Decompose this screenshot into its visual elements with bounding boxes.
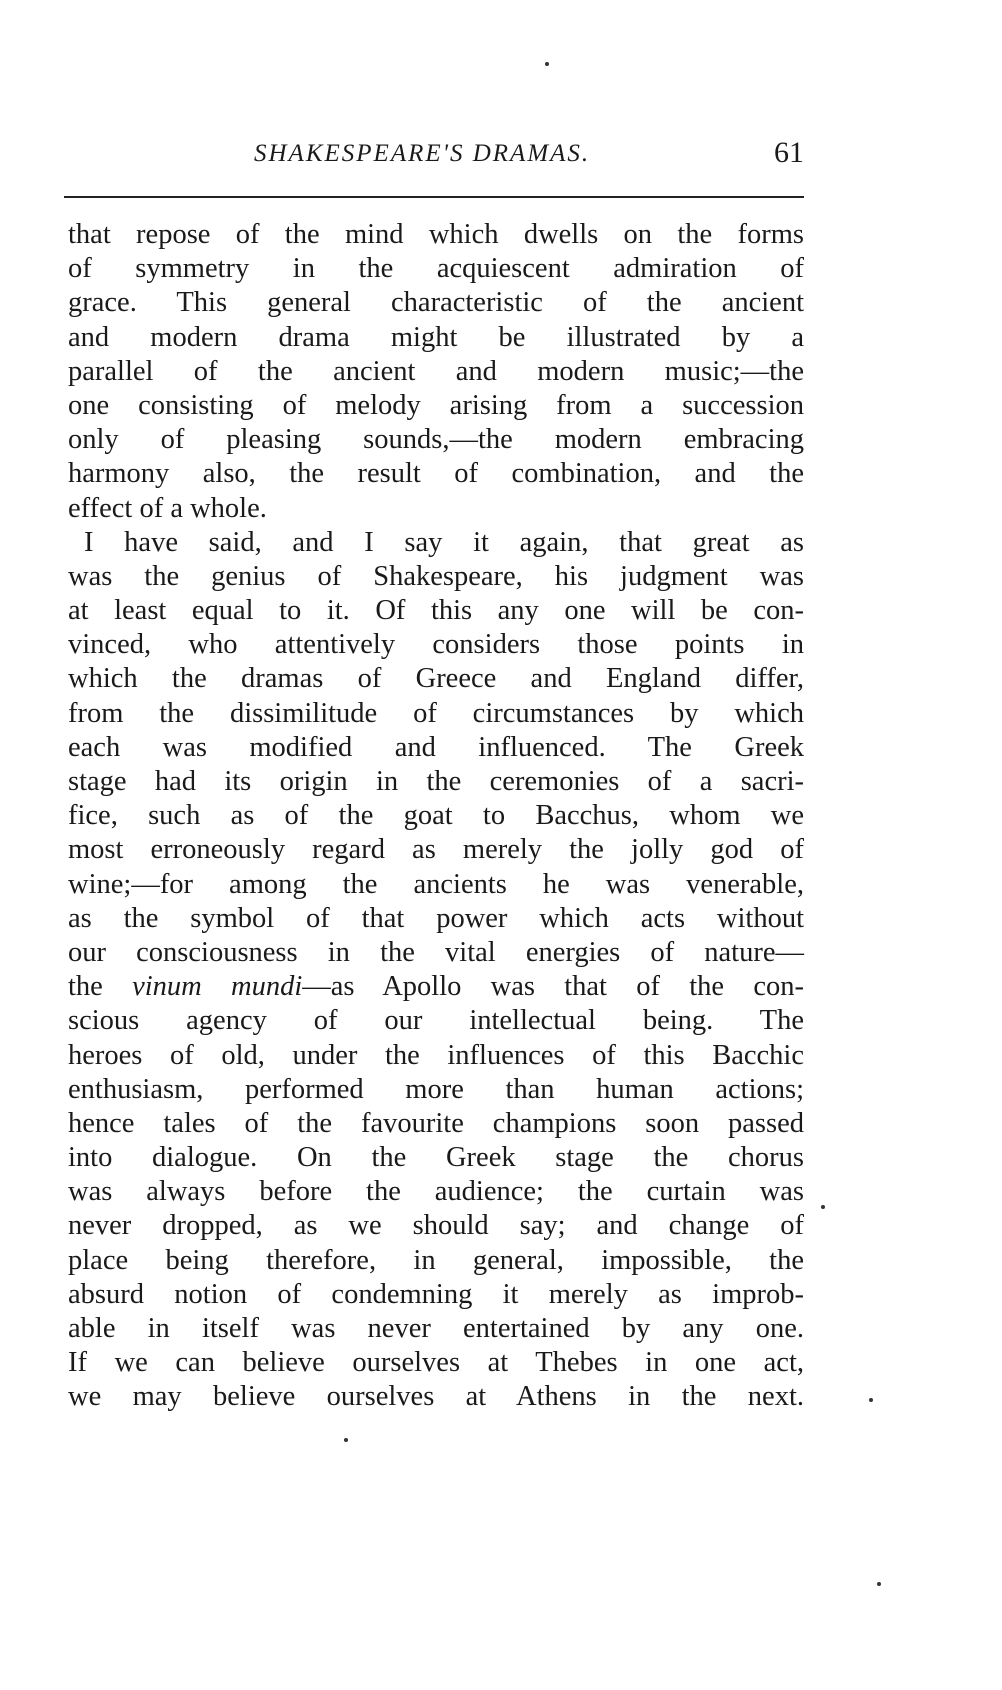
print-speck xyxy=(344,1438,348,1442)
print-speck xyxy=(869,1398,873,1402)
text-line: of symmetry in the acquiescent admiration of xyxy=(68,253,804,285)
text-line: fice, such as of the goat to Bacchus, whom we xyxy=(68,800,804,832)
text-line: vinced, who attentively considers those points in xyxy=(68,629,804,661)
text-line: heroes of old, under the influences of this Bacchic xyxy=(68,1039,804,1071)
text-line: we may believe ourselves at Athens in the next. xyxy=(68,1381,804,1413)
text-line: If we can believe ourselves at Thebes in one act, xyxy=(68,1347,804,1379)
text-line: wine;—for among the ancients he was venerable, xyxy=(68,868,804,900)
text-line: enthusiasm, performed more than human actions; xyxy=(68,1073,804,1105)
text-line: only of pleasing sounds,—the modern embracing xyxy=(68,424,804,456)
paragraph xyxy=(68,218,804,526)
text-line: scious agency of our intellectual being. The xyxy=(68,1005,804,1037)
page-number: 61 xyxy=(774,136,804,169)
text-line: the vinum mundi—as Apollo was that of the con- xyxy=(68,971,804,1003)
text-line: grace. This general characteristic of the ancient xyxy=(68,287,804,319)
running-title: SHAKESPEARE'S DRAMAS. xyxy=(254,140,591,167)
print-speck xyxy=(821,1205,825,1209)
text-line: into dialogue. On the Greek stage the chorus xyxy=(68,1142,804,1174)
text-line: that repose of the mind which dwells on the forms xyxy=(68,219,804,250)
text-line: hence tales of the favourite champions soon passed xyxy=(68,1107,804,1139)
text-line: absurd notion of condemning it merely as improb- xyxy=(68,1278,804,1310)
text-line: and modern drama might be illustrated by a xyxy=(68,321,804,353)
text-line: at least equal to it. Of this any one will be con- xyxy=(68,595,804,627)
text-line: most erroneously regard as merely the jolly god of xyxy=(68,834,804,866)
text-line: was the genius of Shakespeare, his judgment was xyxy=(68,560,804,592)
text-line: parallel of the ancient and modern music;—the xyxy=(68,355,804,387)
text-line: each was modified and influenced. The Greek xyxy=(68,731,804,763)
body-text xyxy=(68,218,804,1415)
running-head xyxy=(64,136,804,176)
text-line: stage had its origin in the ceremonies of a sacri- xyxy=(68,766,804,797)
text-line: able in itself was never entertained by any one. xyxy=(68,1313,804,1344)
text-line: which the dramas of Greece and England differ, xyxy=(68,663,804,695)
text-line: our consciousness in the vital energies of nature— xyxy=(68,936,804,968)
text-line: never dropped, as we should say; and change of xyxy=(68,1210,804,1242)
text-line: effect of a whole. xyxy=(68,492,267,524)
text-line: from the dissimilitude of circumstances by which xyxy=(68,697,804,729)
text-line: was always before the audience; the curtain was xyxy=(68,1176,804,1208)
header-rule xyxy=(64,196,804,198)
print-speck xyxy=(545,62,549,66)
print-speck xyxy=(877,1582,881,1586)
text-line: as the symbol of that power which acts without xyxy=(68,902,804,934)
text-line: harmony also, the result of combination, and the xyxy=(68,458,804,490)
paragraph xyxy=(68,526,804,1415)
text-line: place being therefore, in general, impossible, the xyxy=(68,1244,804,1276)
text-line: I have said, and I say it again, that great as xyxy=(84,526,804,558)
text-line: one consisting of melody arising from a succession xyxy=(68,389,804,421)
